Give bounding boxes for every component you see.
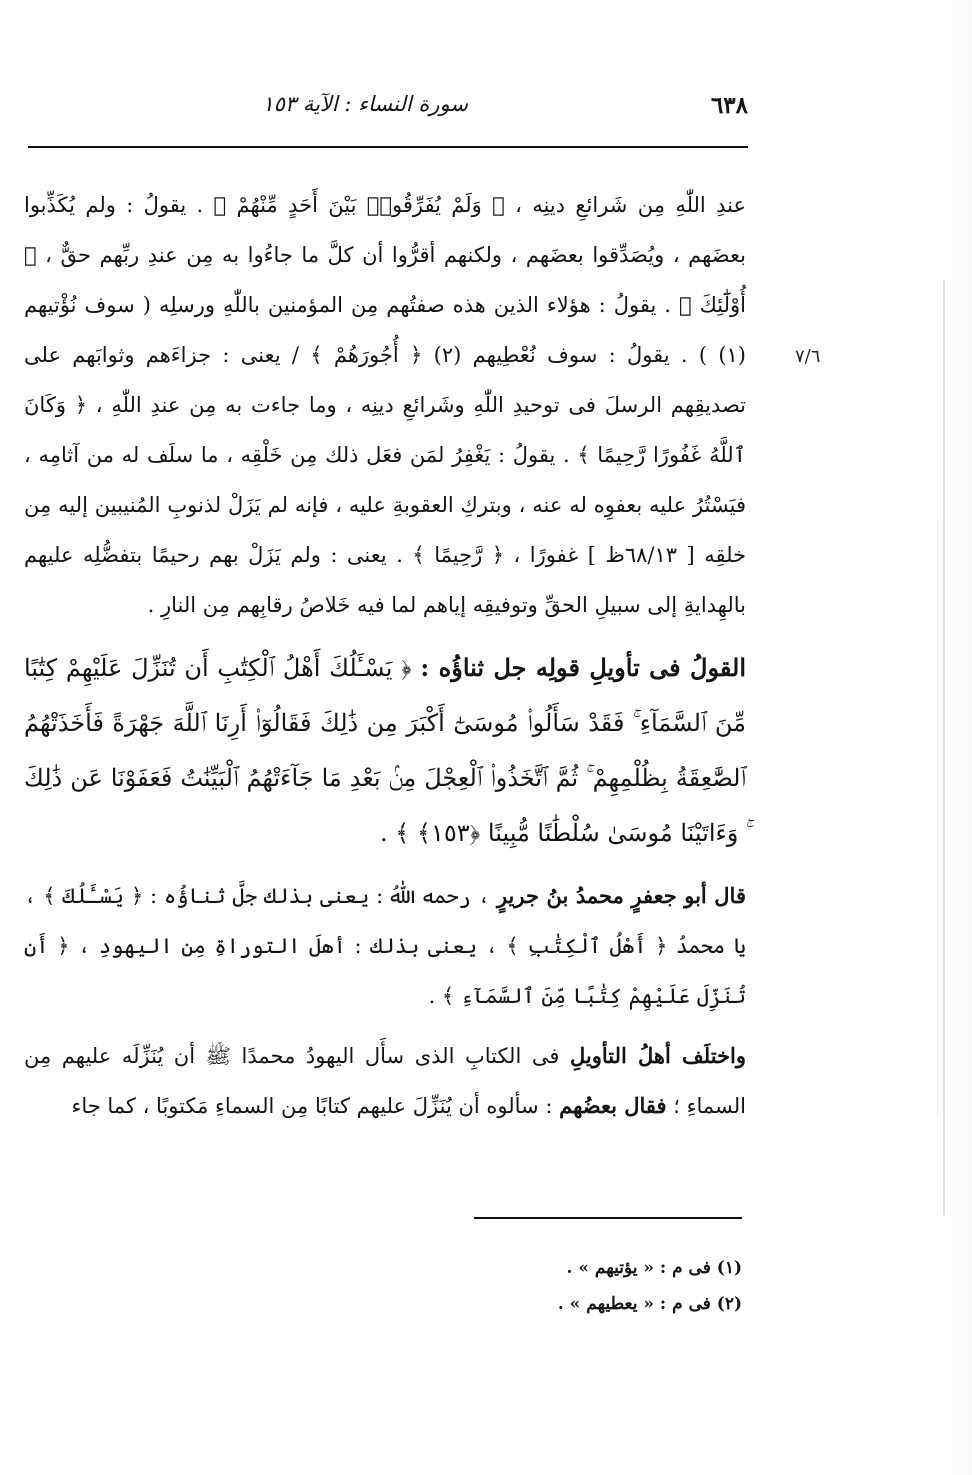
paragraph-lead-2: فقال بعضُهم [559,1093,667,1118]
footnote-rule [474,1217,742,1219]
paragraph-text: عندِ اللّٰهِ مِن شَرائعِ دينِه ، ﴿ وَلَمْ يُفَرِّقُوا۟ بَيْنَ أَحَدٍ مِّنْهُمْ ﴾ . يقولُ : ولم يُكَذِّبوا بعضَهم ، ويُصَدِّقوا بعضَهم ، ولكنهم أقرُّوا أن كلَّ ما جاءُوا به مِن عندِ ربِّهم حقٌّ ، ﴿ أُوْلَٰٓئِكَ ﴾ . يقولُ : هؤلاء الذين هذه صفتُهم مِن المؤمنين باللّٰهِ ورسلِه ( سوف نُؤْتيهم (١) ) . يقولُ : سوف نُعْطِيهم (٢) ﴿ أُجُورَهُمْ ﴾ / يعنى : جزاءَهم وثوابَهم على تصديقِهم الرسلَ فى توحيدِ اللّٰهِ وشَرائعِ دينِه ، وما جاءت به مِن عندِ اللّٰهِ ، ﴿ وَكَانَ ٱللَّهُ غَفُورًا رَّحِيمًا ﴾ . يقولُ : يَغْفِرُ لمَن فعَل ذلك مِن خَلْقِه ، ما سلَف له من آثامِه ، فيَسْتُرُ عليه بعفوِه له عنه ، وبتركِ العقوبةِ عليه ، فإنه لم يَزَلْ لذنوبِ المُنيبين إليه مِن خلقِه [ ٦٨/١٣ظ ] غفورًا ، ﴿ رَّحِيمًا ﴾ . يعنى : ولم يَزَلْ بهم رحيمًا بتفضُّلِه عليهم بالهِدايةِ إلى سبيلِ الحقِّ وتوفيقِه إياهم لما فيه خَلاصُ رقابِهم مِن النارِ . [24,193,747,617]
scan-edge-shadow [932,0,972,1475]
header-rule [28,146,748,148]
scan-edge-line [943,280,945,1215]
scan-edge-line-2 [937,520,938,1115]
main-text [24,180,746,1141]
paragraph-commentary-3 [24,1031,746,1131]
paragraph-commentary-2 [24,871,746,1021]
paragraph-verse-heading [24,640,746,861]
section-heading: القولُ فى تأويلِ قولِه جل ثناؤُه : [420,653,747,682]
footnotes [400,1250,742,1322]
page-number: ٦٣٨ [710,92,748,119]
paragraph-lead: واختلَف أهلُ التأويلِ [569,1043,746,1068]
paragraph-commentary-1 [24,180,746,630]
author-name: قال أبو جعفرٍ محمدُ بنُ جريرٍ [496,883,746,908]
footnote-2: (٢) فى م : « يعطيهم » . [557,1294,742,1314]
verse-text: ﴿ يَسْـَٔلُكَ أَهْلُ ٱلْكِتَٰبِ أَن تُنَزِّلَ عَلَيْهِمْ كِتَٰبًا مِّنَ ٱلسَّمَآءِ ۚ فَقَدْ سَأَلُوا۟ مُوسَىٰٓ أَكْبَرَ مِن ذَٰلِكَ فَقَالُوٓا۟ أَرِنَا ٱللَّهَ جَهْرَةً فَأَخَذَتْهُمُ ٱلصَّٰعِقَةُ بِظُلْمِهِمْ ۚ ثُمَّ ٱتَّخَذُوا۟ ٱلْعِجْلَ مِنۢ بَعْدِ مَا جَآءَتْهُمُ ٱلْبَيِّنَٰتُ فَعَفَوْنَا عَن ذَٰلِكَ ۚ وَءَاتَيْنَا مُوسَىٰ سُلْطَٰنًا مُّبِينًا ﴿١٥٣﴾ ﴾ . [24,654,746,847]
paragraph-text: ، رحمه اللّٰهُ : يعنى بذلك جلَّ ثناؤُه : ﴿ يَسْـَٔلُكَ ﴾ ، يا محمدُ ﴿ أَهْلُ ٱلْكِتَٰبِ ﴾ ، يعنى بذلك : أهلَ التوراةِ مِن اليهودِ ، ﴿ أَن تُنَزِّلَ عَلَيْهِمْ كِتَٰبًا مِّنَ ٱلسَّمَآءِ ﴾ . [24,884,746,1008]
paragraph-text-2: : سألوه أن يُنَزِّلَ عليهم كتابًا مِن السماءِ مَكتوبًا ، كما جاء [71,1094,553,1118]
paragraph-text: فى الكتابِ الذى سأَل اليهودُ محمدًا ﷺ أن يُنَزِّلَه عليهم مِن السماءِ ؛ [24,1044,746,1118]
page-header [28,88,748,134]
footnote-1: (١) فى م : « يؤتيهم » . [566,1258,742,1278]
running-title: سورة النساء : الآية ١٥٣ [262,92,468,116]
margin-volume-note: ٧/٦ [795,346,821,367]
